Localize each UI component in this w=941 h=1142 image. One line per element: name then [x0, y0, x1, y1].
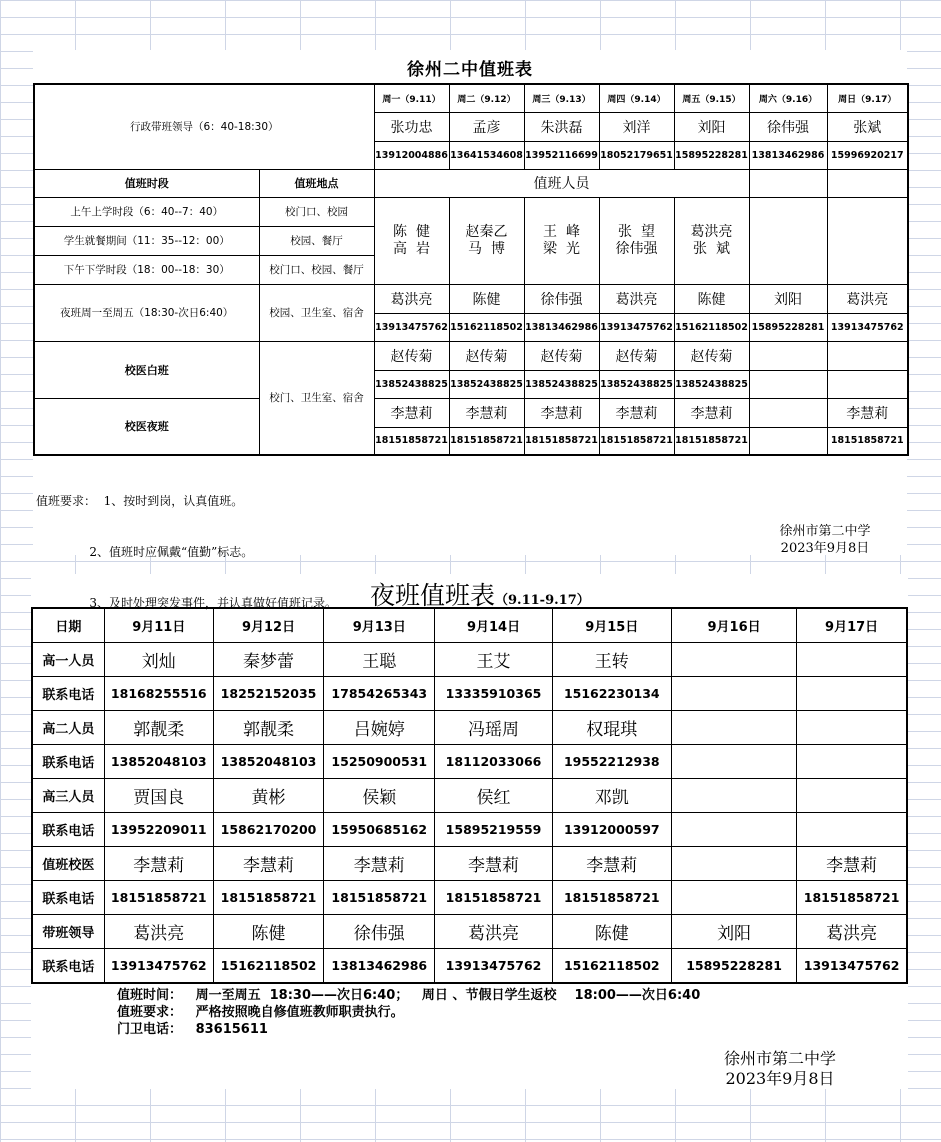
- duty-person-name: 李慧莉: [797, 847, 907, 881]
- duty-person-name: 陈健: [552, 915, 671, 949]
- doctor-night-name: 李慧莉: [599, 398, 674, 427]
- duty-person-name: 李慧莉: [552, 847, 671, 881]
- day-header: 周一（9.11）: [374, 84, 449, 112]
- duty-person-phone: 15895219559: [435, 813, 552, 847]
- leader-name: 张斌: [827, 112, 908, 141]
- duty-person-phone: 13913475762: [435, 949, 552, 984]
- signature-date: 2023年9月8日: [780, 541, 870, 556]
- duty-person-name: 邓凯: [552, 779, 671, 813]
- day-header: 周四（9.14）: [599, 84, 674, 112]
- night-staff-phone: 15162118502: [449, 313, 524, 341]
- duty-person-name: 权琨琪: [552, 711, 671, 745]
- duty-person-name: [797, 779, 907, 813]
- duty-person-name: 陈健: [213, 915, 323, 949]
- duty-person-name: 王聪: [324, 643, 435, 677]
- doctor-day-label: 校医白班: [34, 341, 259, 398]
- col-time-header: 值班时段: [34, 169, 259, 197]
- night-staff-name: 徐伟强: [524, 284, 599, 313]
- night-staff-name: 刘阳: [749, 284, 827, 313]
- requirement-line: 2、值班时应佩戴“值勤”标志。: [36, 545, 254, 559]
- duty-person-name: [671, 779, 796, 813]
- duty-person-phone: [671, 677, 796, 711]
- requirement-line: 3、及时处理突发事件，并认真做好值班记录。: [36, 596, 338, 610]
- date-label: 日期: [32, 608, 104, 643]
- duty-person-name: 刘灿: [104, 643, 213, 677]
- period-time: 学生就餐期间（11：35--12：00）: [34, 226, 259, 255]
- duty-person-name: 李慧莉: [324, 847, 435, 881]
- staff-group: 赵秦乙 马 博: [449, 197, 524, 284]
- date-header: 9月15日: [552, 608, 671, 643]
- doctor-night-phone: 18151858721: [449, 427, 524, 455]
- doctor-night-name: 李慧莉: [674, 398, 749, 427]
- row-label: 值班校医: [32, 847, 104, 881]
- duty-person-phone: 15162118502: [552, 949, 671, 984]
- duty-person-name: [797, 643, 907, 677]
- night-notes: [117, 987, 700, 1038]
- note-guard-phone: 门卫电话： 83615611: [117, 1022, 268, 1037]
- row-label: 带班领导: [32, 915, 104, 949]
- duty-person-phone: 18151858721: [104, 881, 213, 915]
- period-time: 上午上学时段（6：40--7：40）: [34, 197, 259, 226]
- doctor-day-phone: 13852438825: [524, 370, 599, 398]
- duty-person-name: 冯瑶周: [435, 711, 552, 745]
- doctor-day-phone: [749, 370, 827, 398]
- night-staff-phone: 13913475762: [374, 313, 449, 341]
- duty-person-name: 郭靓柔: [104, 711, 213, 745]
- duty-person-phone: 18151858721: [435, 881, 552, 915]
- leader-name: 朱洪磊: [524, 112, 599, 141]
- doctor-night-phone: 18151858721: [827, 427, 908, 455]
- duty-person-phone: 13852048103: [213, 745, 323, 779]
- duty-person-phone: [671, 881, 796, 915]
- doctor-night-name: 李慧莉: [374, 398, 449, 427]
- doctor-day-name: 赵传菊: [449, 341, 524, 370]
- date-header: 9月17日: [797, 608, 907, 643]
- duty-person-phone: 18112033066: [435, 745, 552, 779]
- night-signature: [700, 1049, 860, 1089]
- duty-person-name: [671, 711, 796, 745]
- doctor-day-phone: 13852438825: [449, 370, 524, 398]
- leader-phone: 18052179651: [599, 141, 674, 169]
- duty-person-name: 李慧莉: [435, 847, 552, 881]
- col-staff-header: 值班人员: [374, 169, 749, 197]
- doctor-day-phone: 13852438825: [599, 370, 674, 398]
- duty-person-phone: 15950685162: [324, 813, 435, 847]
- row-label: 联系电话: [32, 813, 104, 847]
- duty-person-name: 郭靓柔: [213, 711, 323, 745]
- duty-table: [33, 83, 909, 456]
- row-label: 联系电话: [32, 677, 104, 711]
- duty-person-name: 侯红: [435, 779, 552, 813]
- signature-date: 2023年9月8日: [725, 1069, 835, 1088]
- duty-person-phone: 13335910365: [435, 677, 552, 711]
- day-header: 周二（9.12）: [449, 84, 524, 112]
- duty-person-phone: 15862170200: [213, 813, 323, 847]
- night-time: 夜班周一至周五（18:30-次日6:40）: [34, 284, 259, 341]
- leader-name: 刘洋: [599, 112, 674, 141]
- duty-person-phone: 13913475762: [797, 949, 907, 984]
- duty-person-phone: 13852048103: [104, 745, 213, 779]
- day-header: 周日（9.17）: [827, 84, 908, 112]
- duty-table-title: 徐州二中值班表: [407, 60, 533, 80]
- doctor-night-phone: 18151858721: [599, 427, 674, 455]
- doctor-day-name: 赵传菊: [374, 341, 449, 370]
- duty-person-phone: 13813462986: [324, 949, 435, 984]
- doctor-night-phone: 18151858721: [674, 427, 749, 455]
- duty-person-name: 贾国良: [104, 779, 213, 813]
- night-staff-name: 陈健: [674, 284, 749, 313]
- night-staff-name: 葛洪亮: [599, 284, 674, 313]
- doctor-night-phone: [749, 427, 827, 455]
- duty-person-phone: 15162230134: [552, 677, 671, 711]
- row-label: 联系电话: [32, 881, 104, 915]
- duty-person-phone: [797, 813, 907, 847]
- leader-phone: 15895228281: [674, 141, 749, 169]
- period-time: 下午下学时段（18：00--18：30）: [34, 255, 259, 284]
- night-staff-phone: 13913475762: [827, 313, 908, 341]
- period-place: 校门口、校园、餐厅: [259, 255, 374, 284]
- night-staff-name: 葛洪亮: [374, 284, 449, 313]
- staff-group: 王 峰 梁 光: [524, 197, 599, 284]
- row-label: 高三人员: [32, 779, 104, 813]
- duty-person-name: 王转: [552, 643, 671, 677]
- duty-person-name: 葛洪亮: [797, 915, 907, 949]
- night-staff-name: 葛洪亮: [827, 284, 908, 313]
- leader-phone: 13912004886: [374, 141, 449, 169]
- row-label: 联系电话: [32, 949, 104, 984]
- doctor-day-name: 赵传菊: [674, 341, 749, 370]
- night-place: 校园、卫生室、宿舍: [259, 284, 374, 341]
- duty-person-phone: 13952209011: [104, 813, 213, 847]
- doctor-day-phone: 13852438825: [674, 370, 749, 398]
- day-header: 周三（9.13）: [524, 84, 599, 112]
- date-header: 9月13日: [324, 608, 435, 643]
- doctor-night-name: 李慧莉: [827, 398, 908, 427]
- duty-requirements: [36, 459, 337, 629]
- requirement-line: 值班要求： 1、按时到岗，认真值班。: [36, 494, 244, 508]
- night-staff-phone: 15162118502: [674, 313, 749, 341]
- night-table: [31, 607, 908, 984]
- duty-person-name: 李慧莉: [213, 847, 323, 881]
- doctor-night-label: 校医夜班: [34, 398, 259, 455]
- duty-person-name: 徐伟强: [324, 915, 435, 949]
- doctor-day-name: [827, 341, 908, 370]
- col-place-header: 值班地点: [259, 169, 374, 197]
- row-label: 高二人员: [32, 711, 104, 745]
- empty-cell: [749, 169, 827, 197]
- duty-person-name: 王艾: [435, 643, 552, 677]
- staff-group: 陈 健 高 岩: [374, 197, 449, 284]
- duty-person-phone: 15162118502: [213, 949, 323, 984]
- duty-person-phone: 18151858721: [213, 881, 323, 915]
- duty-person-phone: [671, 745, 796, 779]
- duty-person-phone: 18151858721: [552, 881, 671, 915]
- night-staff-phone: 13813462986: [524, 313, 599, 341]
- leader-name: 张功忠: [374, 112, 449, 141]
- empty-cell: [749, 197, 827, 284]
- leader-phone: 15996920217: [827, 141, 908, 169]
- duty-person-phone: 18252152035: [213, 677, 323, 711]
- doctor-night-name: 李慧莉: [524, 398, 599, 427]
- leader-phone: 13952116699: [524, 141, 599, 169]
- doctor-night-name: 李慧莉: [449, 398, 524, 427]
- note-duty-time: 值班时间： 周一至周五 18:30——次日6:40； 周日 、节假日学生返校 18:00——次日6:40: [117, 988, 701, 1003]
- leader-name: 孟彦: [449, 112, 524, 141]
- doctor-place: 校门、卫生室、宿舍: [259, 341, 374, 455]
- signature-school: 徐州市第二中学: [723, 1049, 836, 1068]
- duty-person-name: 葛洪亮: [104, 915, 213, 949]
- empty-cell: [827, 169, 908, 197]
- date-header: 9月16日: [671, 608, 796, 643]
- doctor-day-name: 赵传菊: [599, 341, 674, 370]
- admin-leader-label: 行政带班领导（6：40-18:30）: [34, 84, 374, 169]
- doctor-day-name: 赵传菊: [524, 341, 599, 370]
- day-header: 周六（9.16）: [749, 84, 827, 112]
- night-title-text: 夜班值班表: [370, 581, 496, 610]
- night-staff-name: 陈健: [449, 284, 524, 313]
- doctor-day-phone: 13852438825: [374, 370, 449, 398]
- duty-person-name: 侯颖: [324, 779, 435, 813]
- signature-school: 徐州市第二中学: [779, 524, 871, 539]
- note-requirement: 值班要求： 严格按照晚自修值班教师职责执行。: [117, 1005, 404, 1020]
- duty-person-name: 秦梦蕾: [213, 643, 323, 677]
- date-header: 9月14日: [435, 608, 552, 643]
- duty-person-phone: 13912000597: [552, 813, 671, 847]
- duty-person-phone: 18151858721: [797, 881, 907, 915]
- staff-group: 葛洪亮 张 斌: [674, 197, 749, 284]
- row-label: 联系电话: [32, 745, 104, 779]
- duty-person-phone: 13913475762: [104, 949, 213, 984]
- duty-person-phone: [671, 813, 796, 847]
- leader-phone: 13813462986: [749, 141, 827, 169]
- duty-person-name: 吕婉婷: [324, 711, 435, 745]
- duty-person-phone: 18168255516: [104, 677, 213, 711]
- leader-name: 刘阳: [674, 112, 749, 141]
- duty-person-phone: 15895228281: [671, 949, 796, 984]
- empty-cell: [827, 197, 908, 284]
- doctor-night-phone: 18151858721: [524, 427, 599, 455]
- leader-name: 徐伟强: [749, 112, 827, 141]
- duty-person-name: 黄彬: [213, 779, 323, 813]
- duty-person-phone: 19552212938: [552, 745, 671, 779]
- leader-phone: 13641534608: [449, 141, 524, 169]
- duty-person-phone: [797, 745, 907, 779]
- duty-person-phone: 15250900531: [324, 745, 435, 779]
- date-header: 9月12日: [213, 608, 323, 643]
- night-title-range: （9.11-9.17）: [495, 593, 590, 608]
- duty-person-phone: 18151858721: [324, 881, 435, 915]
- night-staff-phone: 13913475762: [599, 313, 674, 341]
- doctor-day-phone: [827, 370, 908, 398]
- day-header: 周五（9.15）: [674, 84, 749, 112]
- duty-person-name: 李慧莉: [104, 847, 213, 881]
- date-header: 9月11日: [104, 608, 213, 643]
- duty-person-name: 刘阳: [671, 915, 796, 949]
- doctor-day-name: [749, 341, 827, 370]
- row-label: 高一人员: [32, 643, 104, 677]
- night-staff-phone: 15895228281: [749, 313, 827, 341]
- doctor-night-name: [749, 398, 827, 427]
- doctor-night-phone: 18151858721: [374, 427, 449, 455]
- duty-person-name: 葛洪亮: [435, 915, 552, 949]
- duty-person-name: [671, 643, 796, 677]
- duty-person-name: [671, 847, 796, 881]
- staff-group: 张 望 徐伟强: [599, 197, 674, 284]
- duty-person-phone: 17854265343: [324, 677, 435, 711]
- duty-person-phone: [797, 677, 907, 711]
- duty-signature: [760, 523, 890, 557]
- duty-person-name: [797, 711, 907, 745]
- period-place: 校园、餐厅: [259, 226, 374, 255]
- period-place: 校门口、校园: [259, 197, 374, 226]
